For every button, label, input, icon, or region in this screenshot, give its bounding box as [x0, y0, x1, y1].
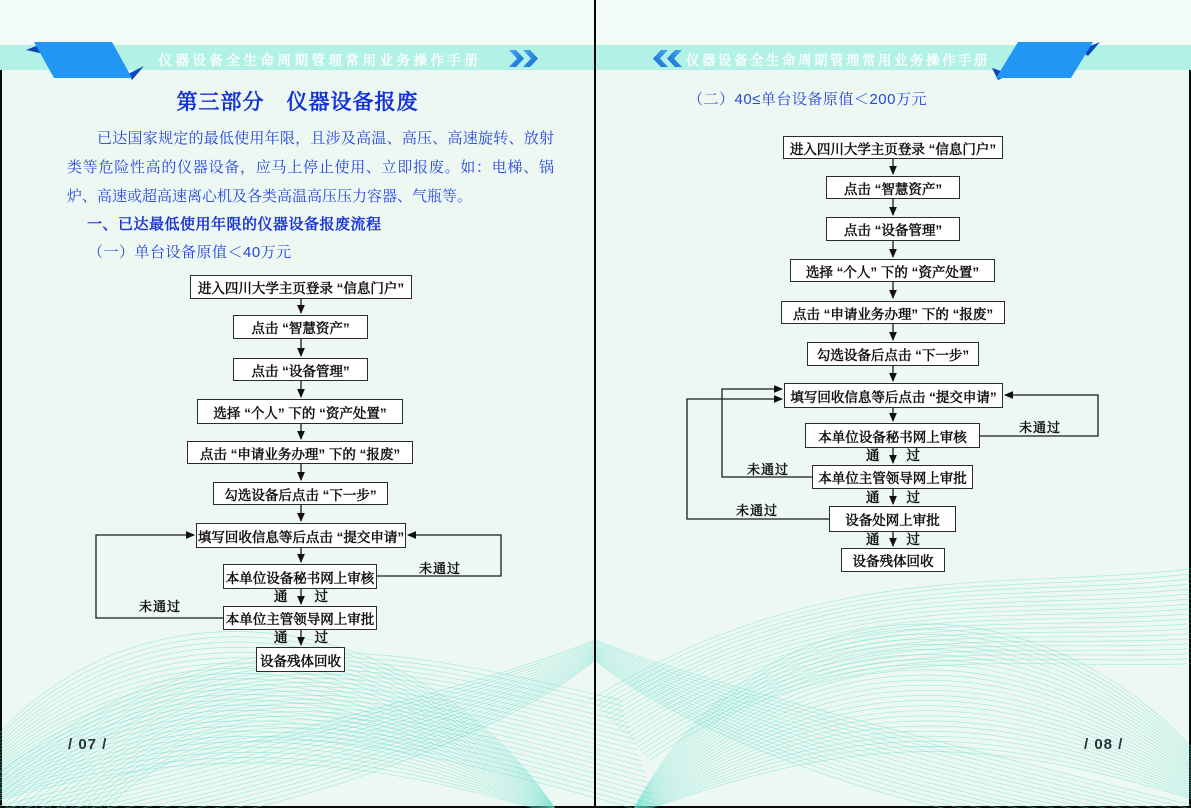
fail-label: 未通过	[139, 599, 182, 614]
flow-step: 勾选设备后点击 “下一步”	[807, 342, 979, 366]
page-divider	[594, 0, 596, 808]
fail-label: 未通过	[736, 503, 779, 518]
header-title-right: 仪器设备全生命周期管理常用业务操作手册	[686, 53, 990, 68]
flow-step: 勾选设备后点击 “下一步”	[213, 482, 388, 505]
header-title-left: 仪器设备全生命周期管理常用业务操作手册	[158, 53, 482, 68]
pass-label-right-char: 过	[906, 490, 920, 505]
pass-label-left-char: 通	[274, 589, 288, 604]
double-chevron-left-icon	[650, 50, 682, 67]
flow-step: 进入四川大学主页登录 “信息门户”	[190, 275, 412, 299]
case-heading-right: （二）40≤单台设备原值＜200万元	[688, 91, 927, 108]
pass-label-right-char: 过	[314, 589, 328, 604]
fail-label: 未通过	[419, 561, 462, 576]
section-title: 第三部分 仪器设备报废	[176, 91, 419, 114]
pass-label-left-char: 通	[274, 630, 288, 645]
header-parallelogram-left	[20, 38, 150, 84]
subheading: 一、已达最低使用年限的仪器设备报废流程	[87, 216, 382, 233]
header-parallelogram-right	[988, 38, 1108, 84]
flow-step: 本单位设备秘书网上审核	[223, 564, 377, 589]
case-heading-left: （一）单台设备原值＜40万元	[88, 244, 292, 261]
pass-label	[274, 590, 328, 604]
flow-step: 设备处网上审批	[829, 506, 956, 532]
flow-step: 点击 “设备管理”	[826, 217, 960, 241]
flow-step: 点击 “智慧资产”	[826, 176, 960, 199]
flow-step: 点击 “设备管理”	[233, 358, 368, 381]
flow-step: 设备残体回收	[841, 548, 945, 572]
flow-step: 选择 “个人” 下的 “资产处置”	[197, 399, 403, 424]
flow-step: 填写回收信息等后点击 “提交申请”	[784, 383, 1003, 408]
page-number-left: / 07 /	[68, 736, 108, 753]
pass-label	[866, 491, 920, 505]
pass-label-left-char: 通	[866, 448, 880, 463]
flow-step: 选择 “个人” 下的 “资产处置”	[790, 259, 995, 282]
flow-step: 点击 “申请业务办理” 下的 “报废”	[781, 301, 1005, 324]
fail-label: 未通过	[1019, 420, 1062, 435]
intro-paragraph: 已达国家规定的最低使用年限，且涉及高温、高压、高速旋转、放射类等危险性高的仪器设备，应马上停止使用、立即报废。如：电梯、锅炉、高速或超高速离心机及各类高温高压压力容器、气瓶等。	[67, 130, 554, 205]
pass-label-left-char: 通	[866, 532, 880, 547]
pass-label-right-char: 过	[906, 532, 920, 547]
fail-label: 未通过	[747, 462, 790, 477]
double-chevron-right-icon	[509, 50, 541, 67]
flow-step: 本单位设备秘书网上审核	[805, 423, 980, 448]
page-number-right: / 08 /	[1084, 736, 1124, 753]
flow-step: 设备残体回收	[256, 647, 345, 672]
flow-step: 进入四川大学主页登录 “信息门户”	[783, 136, 1003, 159]
flow-step: 点击 “智慧资产”	[233, 315, 368, 339]
pass-label	[866, 533, 920, 547]
flow-step: 填写回收信息等后点击 “提交申请”	[196, 523, 406, 548]
pass-label-left-char: 通	[866, 490, 880, 505]
flow-step: 点击 “申请业务办理” 下的 “报废”	[187, 441, 413, 464]
pass-label	[274, 631, 328, 645]
flow-step: 本单位主管领导网上审批	[812, 465, 973, 489]
pass-label-right-char: 过	[906, 448, 920, 463]
flow-step: 本单位主管领导网上审批	[223, 606, 377, 630]
pass-label-right-char: 过	[314, 630, 328, 645]
pass-label	[866, 449, 920, 463]
